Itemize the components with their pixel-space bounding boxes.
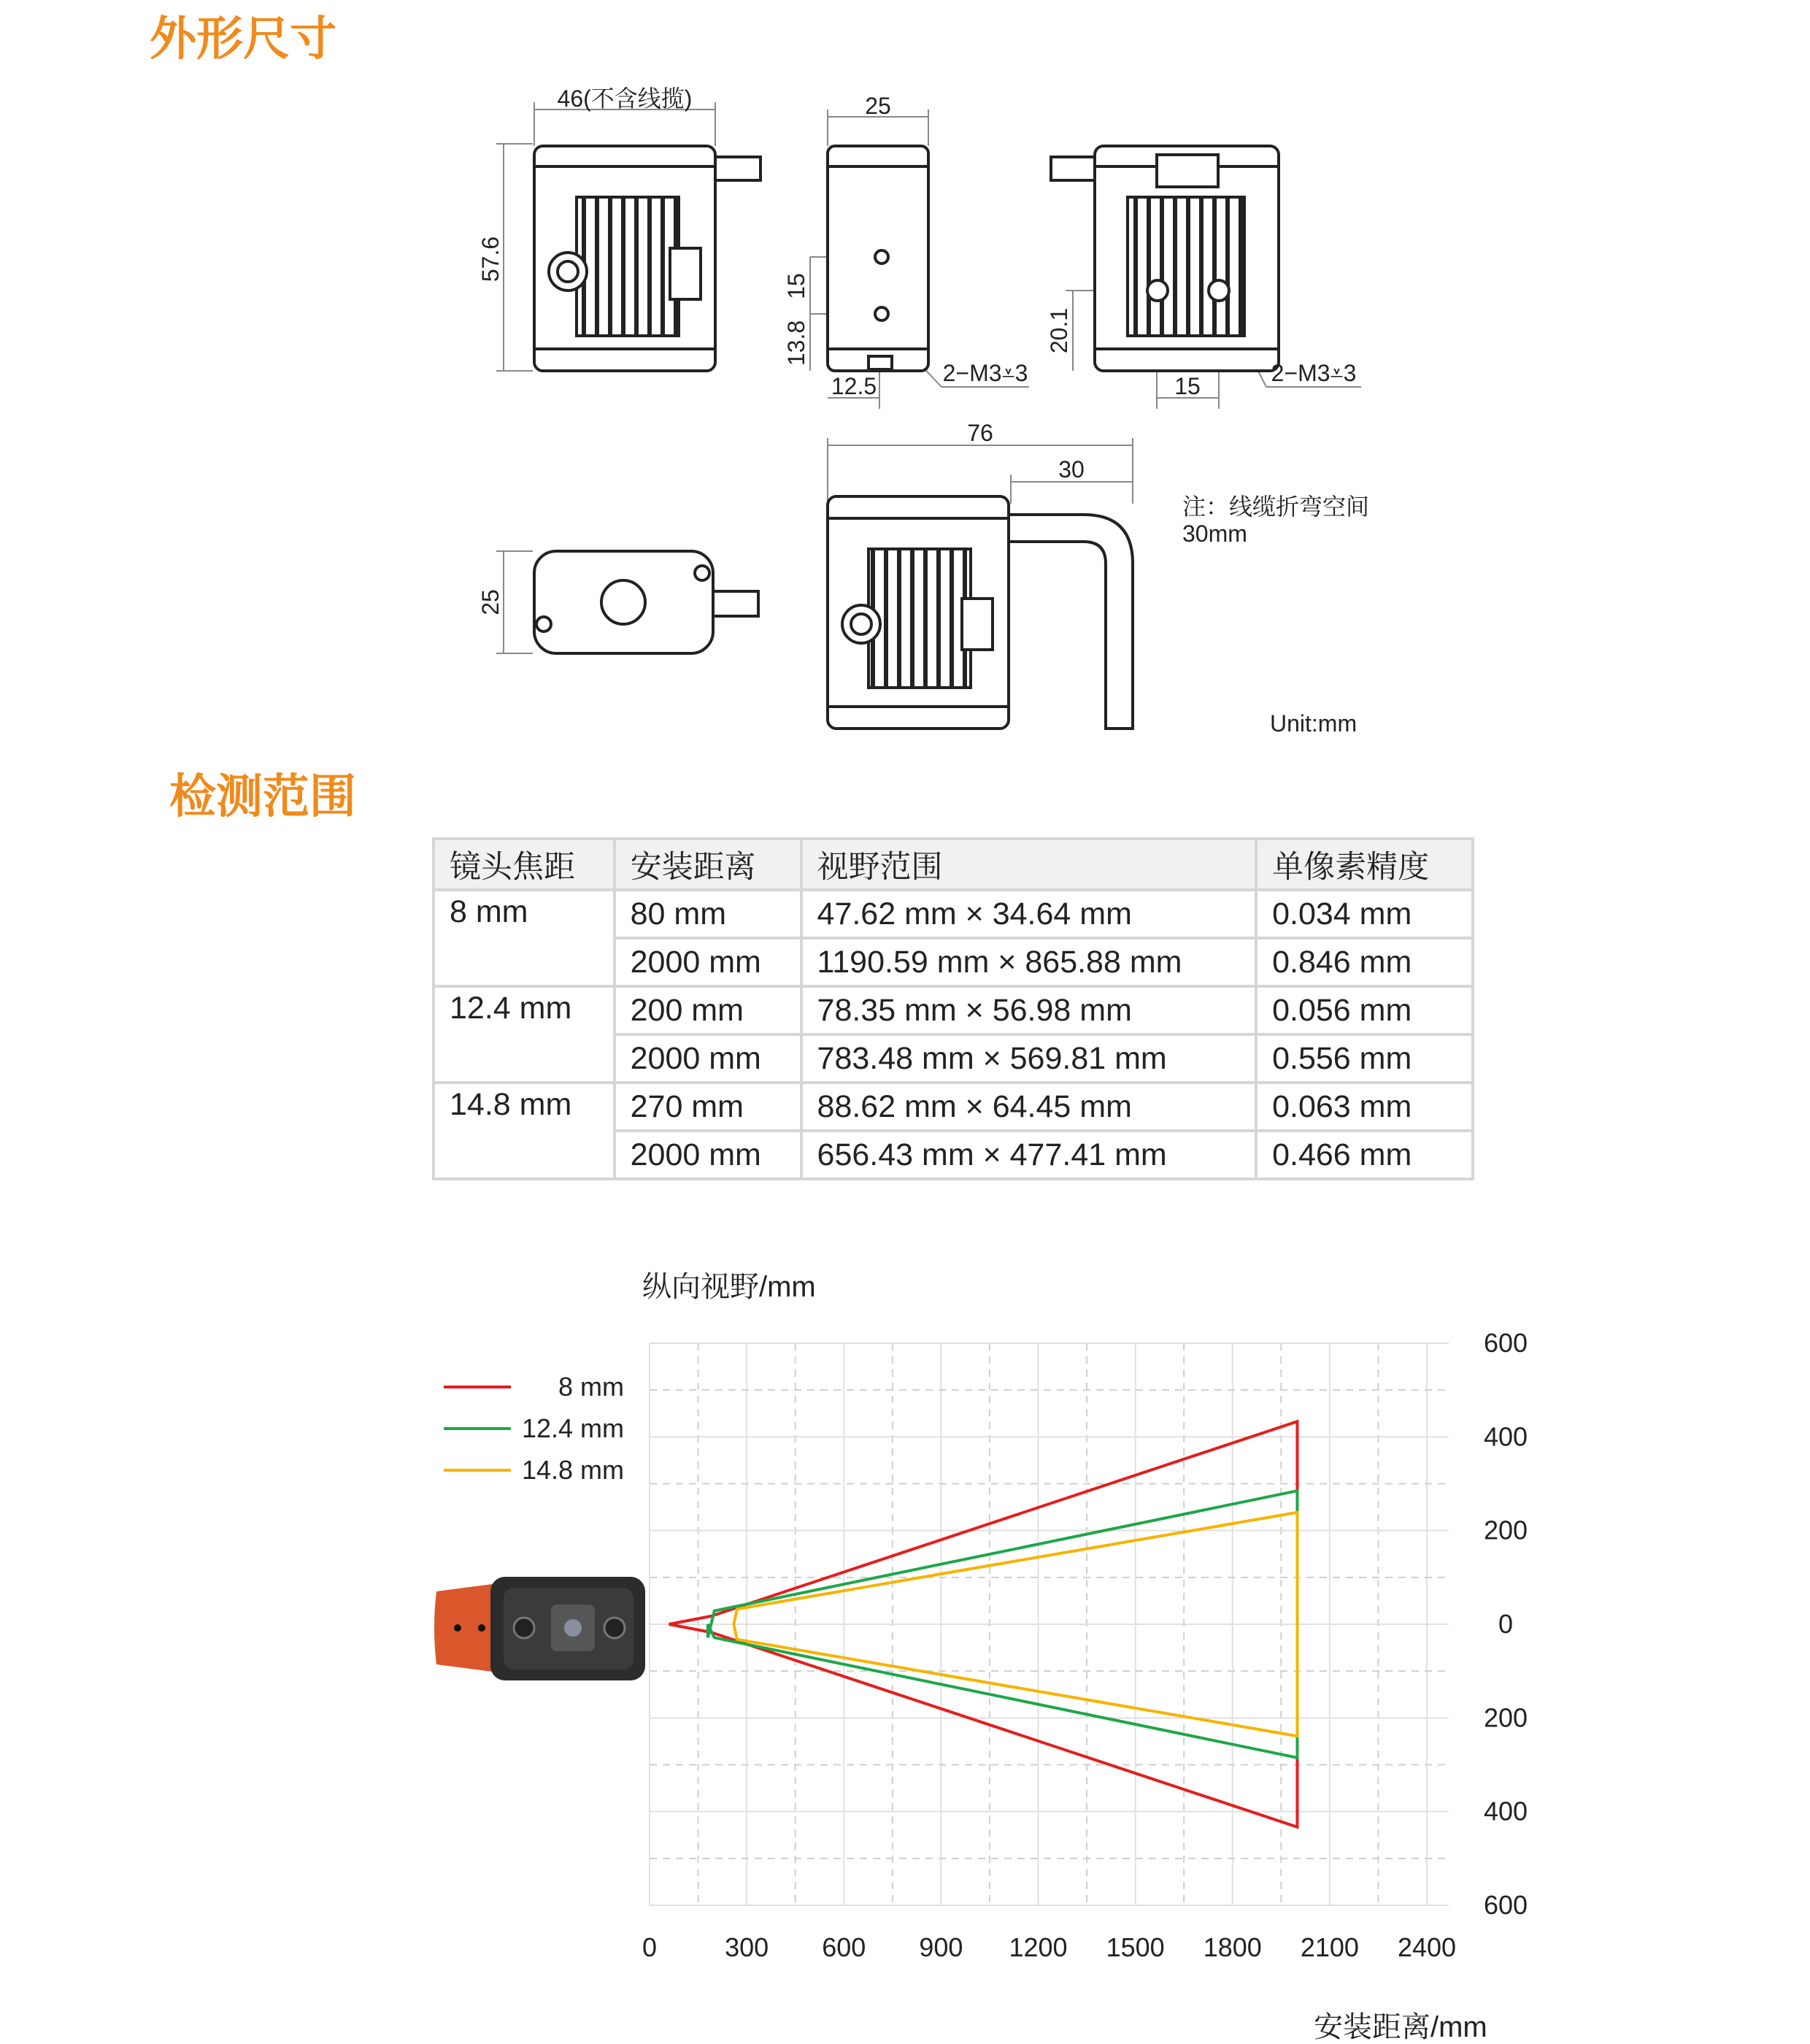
y-tick-label: 0 xyxy=(1498,1609,1514,1639)
fov-cell: 88.62 mm × 64.45 mm xyxy=(801,1083,1257,1131)
precision-cell: 0.466 mm xyxy=(1256,1131,1473,1179)
front-height-label: 57.6 xyxy=(477,236,504,283)
x-tick-label: 900 xyxy=(919,1932,963,1962)
precision-cell: 0.056 mm xyxy=(1256,986,1473,1034)
legend-label: 8 mm xyxy=(558,1372,624,1402)
precision-cell: 0.556 mm xyxy=(1256,1034,1473,1083)
x-tick-label: 600 xyxy=(822,1932,866,1962)
series-outline-12-4-mm xyxy=(708,1491,1298,1758)
back-hole-height-label: 20.1 xyxy=(1046,307,1072,354)
side-bottom-label: 12.5 xyxy=(831,373,877,399)
focal-cell: 12.4 mm xyxy=(434,986,615,1083)
fov-cell: 656.43 mm × 477.41 mm xyxy=(801,1131,1257,1179)
device-image xyxy=(434,1577,645,1680)
table-row xyxy=(434,986,1473,1034)
x-tick-label: 1500 xyxy=(1106,1932,1165,1962)
cable-note-line1: 注：线缆折弯空间 xyxy=(1182,493,1370,520)
front-width-label: 46(不含线揽) xyxy=(557,85,693,112)
x-tick-label: 0 xyxy=(642,1932,658,1962)
chart-series xyxy=(669,1421,1298,1827)
x-axis-label: 安装距离/mm xyxy=(1314,2011,1487,2043)
header-install-distance: 安装距离 xyxy=(615,839,801,890)
focal-cell: 14.8 mm xyxy=(434,1083,615,1179)
y-tick-label: 400 xyxy=(1483,1796,1528,1826)
x-tick-label: 1800 xyxy=(1203,1932,1262,1962)
x-tick-label: 1200 xyxy=(1009,1932,1068,1962)
y-tick-label: 200 xyxy=(1483,1515,1528,1545)
cable-total-label: 76 xyxy=(967,420,993,446)
series-outline-14-8-mm xyxy=(733,1513,1297,1736)
precision-cell: 0.063 mm xyxy=(1256,1083,1473,1131)
series-outline-8-mm xyxy=(669,1421,1298,1827)
y-tick-label: 200 xyxy=(1483,1702,1528,1733)
back-hole-spacing-label: 15 xyxy=(1174,373,1201,399)
y-tick-label: 400 xyxy=(1483,1421,1528,1452)
header-focal-length: 镜头焦距 xyxy=(434,839,615,890)
x-tick-label: 2400 xyxy=(1397,1932,1457,1962)
focal-cell: 8 mm xyxy=(434,890,615,986)
fov-cell: 78.35 mm × 56.98 mm xyxy=(801,986,1257,1034)
distance-cell: 270 mm xyxy=(615,1083,801,1131)
cable-note-line2: 30mm xyxy=(1182,520,1247,547)
y-tick-label: 600 xyxy=(1483,1328,1528,1358)
chart-ticks xyxy=(642,1328,1528,1962)
y-axis-label: 纵向视野/mm xyxy=(642,1271,816,1303)
chart-grid xyxy=(650,1343,1449,1905)
table-row xyxy=(434,1083,1473,1131)
side-width-label: 25 xyxy=(865,93,891,119)
side-hole-b-label: 13.8 xyxy=(783,320,809,366)
legend-label: 14.8 mm xyxy=(521,1455,624,1485)
unit-label: Unit:mm xyxy=(1270,710,1358,737)
chart-legend xyxy=(444,1372,624,1485)
top-depth-label: 25 xyxy=(477,589,504,615)
fov-cell: 1190.59 mm × 865.88 mm xyxy=(801,938,1257,986)
precision-cell: 0.034 mm xyxy=(1256,890,1473,938)
distance-cell: 2000 mm xyxy=(615,1034,801,1083)
x-tick-label: 300 xyxy=(725,1932,769,1962)
distance-cell: 200 mm xyxy=(615,986,801,1034)
y-tick-label: 600 xyxy=(1483,1890,1528,1920)
fov-cell: 47.62 mm × 34.64 mm xyxy=(801,890,1257,938)
table-row xyxy=(434,890,1473,938)
section-title-range: 检测范围 xyxy=(169,770,356,824)
side-hole-a-label: 15 xyxy=(783,273,809,299)
side-thread-label: 2−M3⩡3 xyxy=(942,360,1028,386)
detection-range-table xyxy=(432,837,1474,1180)
header-pixel-precision: 单像素精度 xyxy=(1256,839,1473,890)
table-header-row xyxy=(434,839,1473,890)
x-tick-label: 2100 xyxy=(1300,1932,1359,1962)
distance-cell: 80 mm xyxy=(615,890,801,938)
back-thread-label: 2−M3⩡3 xyxy=(1271,360,1357,386)
distance-cell: 2000 mm xyxy=(615,938,801,986)
distance-cell: 2000 mm xyxy=(615,1131,801,1179)
fov-cell: 783.48 mm × 569.81 mm xyxy=(801,1034,1257,1083)
precision-cell: 0.846 mm xyxy=(1256,938,1473,986)
section-title-dimensions: 外形尺寸 xyxy=(150,12,336,66)
cable-bend-label: 30 xyxy=(1058,456,1085,483)
dimension-drawing xyxy=(0,0,1810,752)
legend-label: 12.4 mm xyxy=(521,1413,624,1443)
header-field-of-view: 视野范围 xyxy=(801,839,1257,890)
